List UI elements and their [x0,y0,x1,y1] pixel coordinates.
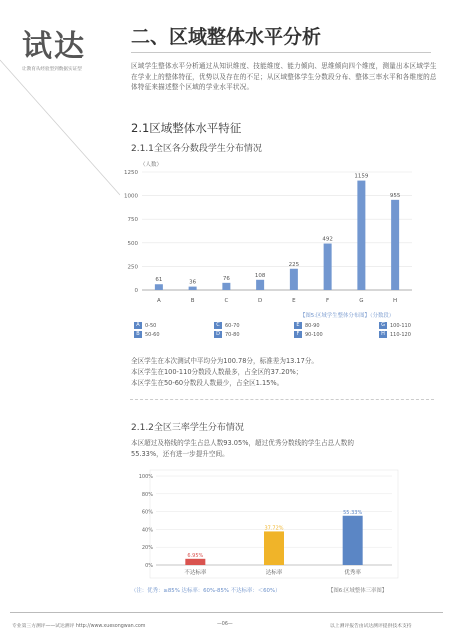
rate-category-label-1: 达标率 [265,570,283,576]
legend-range-H: 110-120 [390,332,411,338]
legend-key-B: B [134,331,142,338]
bar-E [290,269,298,290]
x-tick-label-F: F [326,298,330,304]
legend-key-F: F [294,331,302,338]
title-divider [131,52,431,53]
subsection-title-2: 2.1.2全区三率学生分布情况 [131,423,244,433]
x-tick-label-H: H [393,298,398,304]
bar-value-label-E: 225 [288,261,300,268]
chart2-y-tick-1: 20% [141,545,153,552]
legend-key-C: C [214,322,222,329]
bar-D [256,280,264,290]
legend-range-C: 60-70 [225,323,240,329]
chart2-y-tick-0: 0% [145,563,153,569]
bar-C [222,283,230,290]
legend-range-F: 90-100 [305,332,323,338]
legend-range-D: 70-80 [225,332,240,338]
footer-left: 专业第三方测评——试达测评 http://www.xuesongwan.com [12,624,146,629]
legend-item-E [294,322,320,330]
three-rate-chart [120,468,440,580]
legend-key-D: D [214,331,222,338]
logo-tagline: 让教育从经验型到数据实证型 [22,67,82,72]
chart2-legend-note: （注：优秀：≥85% 达标率：60%-85% 不达标率：＜60%） [131,588,281,594]
legend-item-A [134,322,156,330]
legend-item-C [214,322,240,330]
rate-value-label-1: 37.72% [264,525,284,532]
chart2-y-tick-4: 80% [141,491,153,498]
legend-item-D [214,331,240,339]
note-line-1: 全区学生在本次测试中平均分为100.78分，标准差为13.17分。 [131,357,319,365]
note-line-3: 本区学生在50-60分数段人数最少，占全区1.15%。 [131,379,284,387]
bar-value-label-G: 1159 [354,173,369,180]
legend-key-A: A [134,322,142,329]
note-line-2: 本区学生在100-110分数段人数最多，占全区的37.20%； [131,368,303,376]
score-range-legend [134,322,434,344]
footer-right: 以上测评报告由试达测评提供技术支持 [330,624,412,629]
chart2-y-tick-2: 40% [141,527,153,534]
chart2-y-tick-5: 100% [138,474,153,480]
y-tick-label-2: 500 [127,240,138,247]
rate-bar-1 [264,531,284,565]
bar-value-label-F: 492 [322,236,333,243]
legend-key-H: H [379,331,387,338]
rate-category-label-0: 不达标率 [184,570,207,576]
footer-divider [10,612,443,613]
x-tick-label-A: A [156,298,161,304]
x-tick-label-C: C [224,298,229,304]
legend-range-A: 0-50 [145,323,157,329]
y-axis-label: （人数） [140,162,163,168]
bar-value-label-C: 76 [222,275,230,282]
page-title: 二、区域整体水平分析 [131,26,322,48]
rate-bar-0 [185,559,205,565]
y-tick-label-4: 1000 [124,193,138,200]
legend-key-E: E [294,322,302,329]
rate-category-label-2: 优秀率 [344,570,361,576]
bar-B [189,287,197,290]
x-tick-label-D: D [258,298,263,304]
bar-A [155,284,163,290]
rate-value-label-2: 55.33% [343,509,363,516]
para2-line-1: 本区超过及格线的学生占总人数93.05%，超过优秀分数线的学生占总人数的 [131,439,354,447]
section-separator [130,399,434,400]
score-distribution-chart [110,158,426,306]
legend-range-E: 80-90 [305,323,320,329]
chart2-y-tick-3: 60% [141,509,153,516]
bar-H [391,200,399,290]
legend-item-G [379,322,411,330]
x-tick-label-B: B [190,298,195,304]
y-tick-label-5: 1250 [124,170,138,176]
legend-item-B [134,331,160,339]
rate-bar-2 [343,516,363,565]
y-tick-label-3: 750 [127,217,138,224]
logo-wordmark: 试达 [22,29,86,64]
y-tick-label-0: 0 [134,288,138,294]
bar-G [357,181,365,290]
bar-F [324,244,332,290]
legend-range-B: 50-60 [145,332,160,338]
bar-value-label-D: 108 [254,272,266,279]
x-tick-label-G: G [359,298,364,304]
chart2-caption: 【图6:区域整体三率图】 [328,588,388,594]
y-tick-label-1: 250 [127,264,138,271]
para2-line-2: 55.33%，还有进一步提升空间。 [131,450,229,458]
rate-value-label-0: 6.95% [187,552,204,559]
bar-value-label-B: 36 [189,279,197,286]
subsection-title-1: 2.1.1全区各分数段学生分布情况 [131,144,262,154]
page-number: —06— [217,622,233,627]
legend-item-H [379,331,411,339]
bar-value-label-H: 955 [389,192,401,199]
intro-paragraph: 区域学生整体水平分析通过从知识维度、技能维度、能力倾向、思维倾向四个维度，测量出本区域学生在学业上的整体特征，优势以及存在的不足；从区域整体学生分数段分布、整体三率水平和各维度的总体特征来描述整个区域的学业水平状况。 [131,62,437,92]
decorative-diagonal-line [0,0,120,636]
section-title: 2.1区域整体水平特征 [131,121,242,135]
legend-range-G: 100-110 [390,323,411,329]
x-tick-label-E: E [292,298,296,304]
chart1-caption: 【图5:区域学生整体分布图】（分数段） [300,313,395,319]
legend-key-G: G [379,322,387,329]
legend-item-F [294,331,323,339]
bar-value-label-A: 61 [155,277,163,284]
